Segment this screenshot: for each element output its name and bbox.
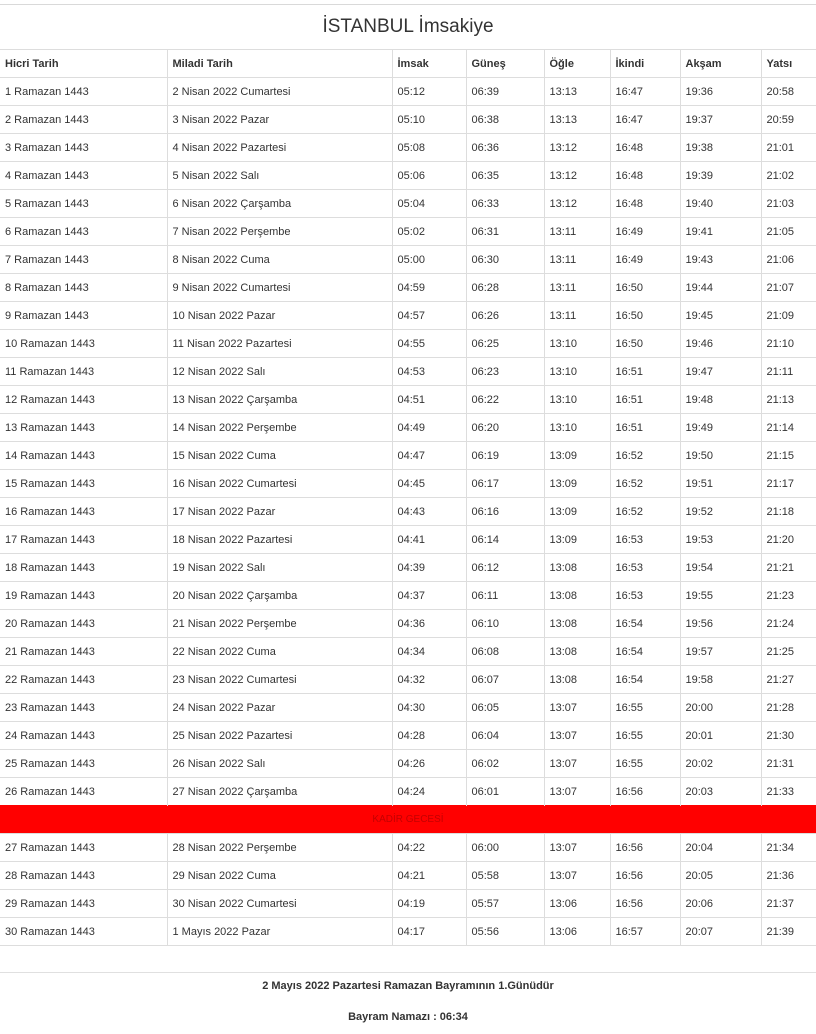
table-row	[0, 582, 816, 610]
table-row	[0, 274, 816, 302]
table-cell: 3 Ramazan 1443	[0, 134, 167, 162]
table-cell: 7 Ramazan 1443	[0, 246, 167, 274]
table-cell: 21:37	[761, 890, 816, 918]
table-cell: 14 Nisan 2022 Perşembe	[167, 414, 392, 442]
table-cell: 05:57	[466, 890, 544, 918]
table-cell: 16:54	[610, 666, 680, 694]
table-cell: 8 Ramazan 1443	[0, 274, 167, 302]
table-cell: 04:26	[392, 750, 466, 778]
table-cell: 21 Nisan 2022 Perşembe	[167, 610, 392, 638]
table-cell: 06:17	[466, 470, 544, 498]
table-cell: 21:02	[761, 162, 816, 190]
table-cell: 05:12	[392, 78, 466, 106]
table-row	[0, 302, 816, 330]
table-row	[0, 694, 816, 722]
table-cell: 05:02	[392, 218, 466, 246]
table-cell: 16:54	[610, 638, 680, 666]
table-header-row	[0, 50, 816, 78]
table-cell: 13:12	[544, 190, 610, 218]
table-cell: 3 Nisan 2022 Pazar	[167, 106, 392, 134]
table-cell: 19:45	[680, 302, 761, 330]
table-cell: 19 Nisan 2022 Salı	[167, 554, 392, 582]
table-cell: 19:44	[680, 274, 761, 302]
table-row	[0, 218, 816, 246]
table-cell: 4 Ramazan 1443	[0, 162, 167, 190]
bayram-note: 2 Mayıs 2022 Pazartesi Ramazan Bayramının 1.Günüdür	[262, 980, 554, 992]
table-cell: 11 Ramazan 1443	[0, 358, 167, 386]
table-cell: 06:02	[466, 750, 544, 778]
table-cell: 19:40	[680, 190, 761, 218]
table-row	[0, 750, 816, 778]
table-cell: 06:25	[466, 330, 544, 358]
table-cell: 15 Nisan 2022 Cuma	[167, 442, 392, 470]
table-cell: 26 Nisan 2022 Salı	[167, 750, 392, 778]
table-cell: 04:28	[392, 722, 466, 750]
table-cell: 21:27	[761, 666, 816, 694]
column-header: Miladi Tarih	[167, 50, 392, 78]
column-header: Akşam	[680, 50, 761, 78]
table-cell: 13:12	[544, 134, 610, 162]
table-cell: 21:20	[761, 526, 816, 554]
table-cell: 21:39	[761, 918, 816, 946]
table-cell: 25 Nisan 2022 Pazartesi	[167, 722, 392, 750]
table-row	[0, 890, 816, 918]
table-cell: 04:37	[392, 582, 466, 610]
table-row	[0, 106, 816, 134]
table-cell: 21:36	[761, 862, 816, 890]
table-cell: 21:07	[761, 274, 816, 302]
table-cell: 1 Ramazan 1443	[0, 78, 167, 106]
table-cell: 16:55	[610, 722, 680, 750]
table-cell: 19:36	[680, 78, 761, 106]
imsakiye-table	[0, 49, 816, 946]
table-cell: 5 Ramazan 1443	[0, 190, 167, 218]
table-cell: 19:37	[680, 106, 761, 134]
table-cell: 13:09	[544, 526, 610, 554]
table-cell: 13:11	[544, 302, 610, 330]
table-cell: 13:10	[544, 358, 610, 386]
table-cell: 04:47	[392, 442, 466, 470]
table-cell: 21:10	[761, 330, 816, 358]
table-cell: 13:06	[544, 890, 610, 918]
table-cell: 04:30	[392, 694, 466, 722]
table-cell: 16:56	[610, 778, 680, 806]
table-cell: 19:55	[680, 582, 761, 610]
table-cell: 16:55	[610, 750, 680, 778]
table-cell: 19 Ramazan 1443	[0, 582, 167, 610]
table-cell: 16:56	[610, 862, 680, 890]
table-cell: 06:12	[466, 554, 544, 582]
table-cell: 16:50	[610, 302, 680, 330]
table-cell: 13:09	[544, 498, 610, 526]
table-cell: 13:06	[544, 918, 610, 946]
table-cell: 04:19	[392, 890, 466, 918]
table-cell: 20:00	[680, 694, 761, 722]
table-cell: 21:05	[761, 218, 816, 246]
table-cell: 16:55	[610, 694, 680, 722]
table-cell: 13:07	[544, 722, 610, 750]
table-body	[0, 78, 816, 946]
table-cell: 04:57	[392, 302, 466, 330]
table-cell: 13:13	[544, 78, 610, 106]
table-cell: 20:03	[680, 778, 761, 806]
table-row	[0, 666, 816, 694]
table-cell: 04:36	[392, 610, 466, 638]
column-header: Güneş	[466, 50, 544, 78]
table-cell: 13:09	[544, 442, 610, 470]
table-cell: 04:17	[392, 918, 466, 946]
table-cell: 13:11	[544, 274, 610, 302]
table-cell: 22 Ramazan 1443	[0, 666, 167, 694]
table-cell: 04:32	[392, 666, 466, 694]
table-cell: 24 Nisan 2022 Pazar	[167, 694, 392, 722]
table-cell: 13:08	[544, 666, 610, 694]
table-cell: 28 Nisan 2022 Perşembe	[167, 834, 392, 862]
table-cell: 04:53	[392, 358, 466, 386]
table-cell: 18 Ramazan 1443	[0, 554, 167, 582]
table-cell: 06:08	[466, 638, 544, 666]
table-cell: 06:28	[466, 274, 544, 302]
table-cell: 04:39	[392, 554, 466, 582]
table-cell: 13:07	[544, 778, 610, 806]
table-cell: 16:52	[610, 498, 680, 526]
table-cell: 13:08	[544, 638, 610, 666]
table-cell: 19:51	[680, 470, 761, 498]
table-cell: 06:26	[466, 302, 544, 330]
table-row	[0, 918, 816, 946]
table-cell: 16:48	[610, 190, 680, 218]
table-cell: 16:47	[610, 106, 680, 134]
table-cell: 2 Nisan 2022 Cumartesi	[167, 78, 392, 106]
table-row	[0, 554, 816, 582]
table-cell: 20 Ramazan 1443	[0, 610, 167, 638]
table-cell: 06:23	[466, 358, 544, 386]
table-cell: 16:51	[610, 414, 680, 442]
table-cell: 16:56	[610, 890, 680, 918]
table-cell: 06:00	[466, 834, 544, 862]
table-cell: 9 Ramazan 1443	[0, 302, 167, 330]
table-cell: 22 Nisan 2022 Cuma	[167, 638, 392, 666]
table-cell: 13:08	[544, 554, 610, 582]
table-cell: 19:58	[680, 666, 761, 694]
table-row	[0, 610, 816, 638]
table-cell: 2 Ramazan 1443	[0, 106, 167, 134]
table-cell: 05:56	[466, 918, 544, 946]
table-cell: 06:39	[466, 78, 544, 106]
table-cell: 10 Nisan 2022 Pazar	[167, 302, 392, 330]
table-cell: 20 Nisan 2022 Çarşamba	[167, 582, 392, 610]
table-cell: 04:43	[392, 498, 466, 526]
column-header: Yatsı	[761, 50, 816, 78]
table-cell: 06:36	[466, 134, 544, 162]
table-cell: 23 Ramazan 1443	[0, 694, 167, 722]
table-row	[0, 498, 816, 526]
table-cell: 16:49	[610, 218, 680, 246]
table-cell: 17 Ramazan 1443	[0, 526, 167, 554]
table-cell: 8 Nisan 2022 Cuma	[167, 246, 392, 274]
table-cell: 13:10	[544, 330, 610, 358]
table-cell: 1 Mayıs 2022 Pazar	[167, 918, 392, 946]
table-row	[0, 470, 816, 498]
table-cell: 24 Ramazan 1443	[0, 722, 167, 750]
table-cell: 13:07	[544, 834, 610, 862]
table-cell: 21:03	[761, 190, 816, 218]
table-row	[0, 162, 816, 190]
table-cell: 05:10	[392, 106, 466, 134]
table-cell: 21:06	[761, 246, 816, 274]
table-row	[0, 414, 816, 442]
table-cell: 05:06	[392, 162, 466, 190]
table-cell: 19:48	[680, 386, 761, 414]
table-cell: 04:24	[392, 778, 466, 806]
table-cell: 19:50	[680, 442, 761, 470]
table-cell: 21:23	[761, 582, 816, 610]
table-cell: 04:51	[392, 386, 466, 414]
table-cell: 21:11	[761, 358, 816, 386]
table-cell: 30 Ramazan 1443	[0, 918, 167, 946]
table-cell: 16:48	[610, 162, 680, 190]
table-cell: 30 Nisan 2022 Cumartesi	[167, 890, 392, 918]
table-cell: 25 Ramazan 1443	[0, 750, 167, 778]
table-cell: 19:41	[680, 218, 761, 246]
table-cell: 21:14	[761, 414, 816, 442]
table-cell: 04:34	[392, 638, 466, 666]
table-cell: 06:35	[466, 162, 544, 190]
table-cell: 13:10	[544, 386, 610, 414]
table-cell: 04:55	[392, 330, 466, 358]
table-cell: 6 Ramazan 1443	[0, 218, 167, 246]
table-cell: 20:02	[680, 750, 761, 778]
table-cell: 20:01	[680, 722, 761, 750]
table-cell: 20:05	[680, 862, 761, 890]
table-row	[0, 526, 816, 554]
table-cell: 19:54	[680, 554, 761, 582]
table-cell: 05:00	[392, 246, 466, 274]
table-row	[0, 358, 816, 386]
table-cell: 19:38	[680, 134, 761, 162]
page-title: İSTANBUL İmsakiye	[322, 16, 494, 37]
table-cell: 21 Ramazan 1443	[0, 638, 167, 666]
table-cell: 16:50	[610, 274, 680, 302]
table-row	[0, 134, 816, 162]
table-cell: 12 Ramazan 1443	[0, 386, 167, 414]
table-cell: 04:59	[392, 274, 466, 302]
table-cell: 12 Nisan 2022 Salı	[167, 358, 392, 386]
table-cell: 16:53	[610, 554, 680, 582]
table-cell: 13:07	[544, 750, 610, 778]
table-cell: 20:07	[680, 918, 761, 946]
table-cell: 05:58	[466, 862, 544, 890]
table-cell: 21:28	[761, 694, 816, 722]
table-cell: 16:51	[610, 386, 680, 414]
table-cell: 05:08	[392, 134, 466, 162]
table-cell: 06:31	[466, 218, 544, 246]
table-cell: 23 Nisan 2022 Cumartesi	[167, 666, 392, 694]
table-cell: 21:24	[761, 610, 816, 638]
table-cell: 27 Ramazan 1443	[0, 834, 167, 862]
table-cell: 06:14	[466, 526, 544, 554]
table-cell: 29 Ramazan 1443	[0, 890, 167, 918]
table-cell: 16 Ramazan 1443	[0, 498, 167, 526]
table-cell: 16:57	[610, 918, 680, 946]
table-cell: 5 Nisan 2022 Salı	[167, 162, 392, 190]
table-cell: 16:52	[610, 470, 680, 498]
column-header: Öğle	[544, 50, 610, 78]
table-row	[0, 778, 816, 806]
table-cell: 16:52	[610, 442, 680, 470]
table-cell: 21:33	[761, 778, 816, 806]
table-cell: 7 Nisan 2022 Perşembe	[167, 218, 392, 246]
table-cell: 19:53	[680, 526, 761, 554]
table-cell: 06:04	[466, 722, 544, 750]
table-cell: 04:49	[392, 414, 466, 442]
table-cell: 05:04	[392, 190, 466, 218]
table-cell: 16:48	[610, 134, 680, 162]
table-cell: 21:21	[761, 554, 816, 582]
table-cell: 21:34	[761, 834, 816, 862]
table-cell: 13:07	[544, 694, 610, 722]
table-cell: 04:41	[392, 526, 466, 554]
table-cell: 21:30	[761, 722, 816, 750]
table-cell: 06:38	[466, 106, 544, 134]
table-cell: 16:56	[610, 834, 680, 862]
table-cell: 06:11	[466, 582, 544, 610]
table-cell: 19:49	[680, 414, 761, 442]
table-cell: 10 Ramazan 1443	[0, 330, 167, 358]
table-cell: 20:59	[761, 106, 816, 134]
table-cell: 21:09	[761, 302, 816, 330]
table-cell: 16:54	[610, 610, 680, 638]
table-cell: 13 Ramazan 1443	[0, 414, 167, 442]
column-header: İmsak	[392, 50, 466, 78]
table-cell: 4 Nisan 2022 Pazartesi	[167, 134, 392, 162]
table-cell: 20:04	[680, 834, 761, 862]
table-cell: 19:43	[680, 246, 761, 274]
table-cell: 16 Nisan 2022 Cumartesi	[167, 470, 392, 498]
table-cell: 27 Nisan 2022 Çarşamba	[167, 778, 392, 806]
table-cell: 13:10	[544, 414, 610, 442]
highlight-label: KADİR GECESİ	[0, 806, 816, 834]
table-row	[0, 190, 816, 218]
table-cell: 21:15	[761, 442, 816, 470]
table-cell: 16:49	[610, 246, 680, 274]
table-row	[0, 834, 816, 862]
table-cell: 06:33	[466, 190, 544, 218]
table-row	[0, 722, 816, 750]
table-cell: 21:01	[761, 134, 816, 162]
table-cell: 18 Nisan 2022 Pazartesi	[167, 526, 392, 554]
table-cell: 19:47	[680, 358, 761, 386]
kadir-gecesi-row	[0, 806, 816, 834]
table-cell: 06:19	[466, 442, 544, 470]
table-cell: 9 Nisan 2022 Cumartesi	[167, 274, 392, 302]
table-cell: 29 Nisan 2022 Cuma	[167, 862, 392, 890]
table-cell: 06:05	[466, 694, 544, 722]
table-row	[0, 330, 816, 358]
table-cell: 20:58	[761, 78, 816, 106]
table-cell: 06:20	[466, 414, 544, 442]
table-cell: 13 Nisan 2022 Çarşamba	[167, 386, 392, 414]
table-cell: 13:09	[544, 470, 610, 498]
table-cell: 19:46	[680, 330, 761, 358]
table-cell: 20:06	[680, 890, 761, 918]
table-cell: 13:12	[544, 162, 610, 190]
table-row	[0, 862, 816, 890]
table-cell: 06:07	[466, 666, 544, 694]
table-row	[0, 638, 816, 666]
table-row	[0, 246, 816, 274]
table-cell: 19:52	[680, 498, 761, 526]
table-row	[0, 78, 816, 106]
table-cell: 04:45	[392, 470, 466, 498]
table-cell: 21:18	[761, 498, 816, 526]
table-cell: 06:30	[466, 246, 544, 274]
table-cell: 06:16	[466, 498, 544, 526]
table-cell: 04:22	[392, 834, 466, 862]
table-cell: 26 Ramazan 1443	[0, 778, 167, 806]
table-cell: 16:51	[610, 358, 680, 386]
table-cell: 11 Nisan 2022 Pazartesi	[167, 330, 392, 358]
table-row	[0, 386, 816, 414]
table-cell: 21:25	[761, 638, 816, 666]
bayram-namazi-time: Bayram Namazı : 06:34	[348, 1011, 468, 1023]
table-cell: 19:57	[680, 638, 761, 666]
table-cell: 16:53	[610, 526, 680, 554]
table-row	[0, 442, 816, 470]
table-cell: 21:13	[761, 386, 816, 414]
table-cell: 04:21	[392, 862, 466, 890]
column-header: İkindi	[610, 50, 680, 78]
table-cell: 17 Nisan 2022 Pazar	[167, 498, 392, 526]
table-cell: 16:47	[610, 78, 680, 106]
table-cell: 13:11	[544, 246, 610, 274]
table-cell: 19:39	[680, 162, 761, 190]
table-cell: 16:53	[610, 582, 680, 610]
table-cell: 15 Ramazan 1443	[0, 470, 167, 498]
column-header: Hicri Tarih	[0, 50, 167, 78]
table-cell: 13:08	[544, 610, 610, 638]
table-cell: 14 Ramazan 1443	[0, 442, 167, 470]
footer-divider	[0, 972, 816, 973]
table-cell: 06:01	[466, 778, 544, 806]
table-cell: 06:22	[466, 386, 544, 414]
table-cell: 28 Ramazan 1443	[0, 862, 167, 890]
table-cell: 13:11	[544, 218, 610, 246]
table-cell: 6 Nisan 2022 Çarşamba	[167, 190, 392, 218]
table-cell: 06:10	[466, 610, 544, 638]
table-cell: 21:17	[761, 470, 816, 498]
table-cell: 21:31	[761, 750, 816, 778]
table-cell: 13:07	[544, 862, 610, 890]
table-cell: 19:56	[680, 610, 761, 638]
table-cell: 13:08	[544, 582, 610, 610]
table-cell: 16:50	[610, 330, 680, 358]
table-cell: 13:13	[544, 106, 610, 134]
